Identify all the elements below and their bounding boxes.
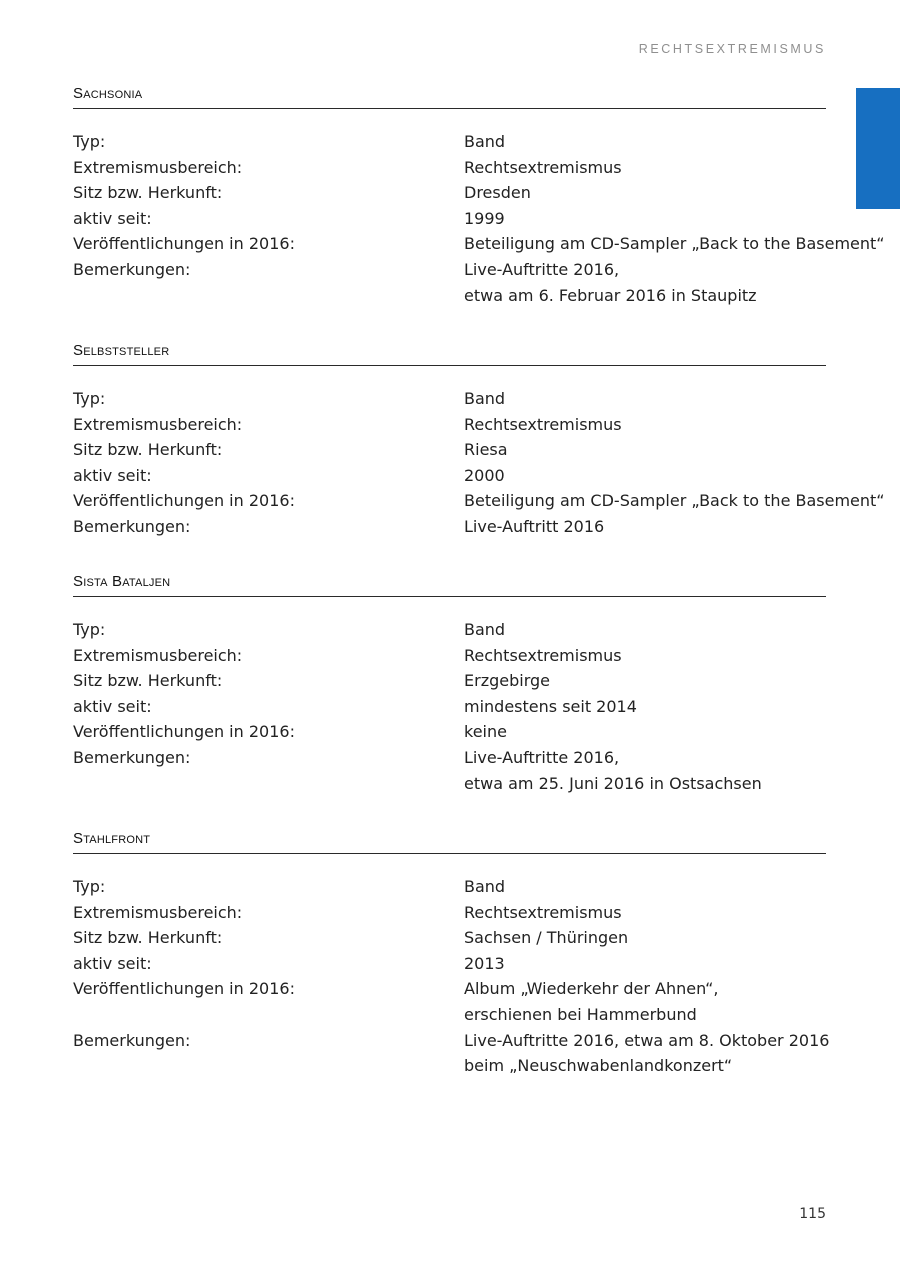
row-aktiv-seit: [73, 951, 826, 977]
chapter-side-tab: [856, 88, 900, 209]
value-veroeffentlichungen: [464, 719, 826, 745]
value-typ: Band: [464, 389, 506, 408]
value-line: Album „Wiederkehr der Ahnen“,: [464, 979, 719, 999]
label-extremismusbereich: Extremismusbereich:: [73, 902, 243, 922]
row-typ: [73, 386, 826, 412]
label-aktiv-seit: aktiv seit:: [73, 208, 152, 228]
row-veroeffentlichungen: [73, 976, 826, 1027]
row-bemerkungen: [73, 745, 826, 796]
value-sitz: Dresden: [464, 183, 531, 203]
value-line: Beteiligung am CD-Sampler „Back to the Basement“: [464, 491, 885, 511]
label-typ: Typ:: [73, 620, 106, 639]
label-sitz: Sitz bzw. Herkunft:: [73, 671, 223, 691]
value-line: Live-Auftritte 2016,: [464, 747, 620, 767]
value-aktiv-seit: 2000: [464, 465, 505, 485]
value-line: etwa am 25. Juni 2016 in Ostsachsen: [464, 773, 762, 793]
value-sitz: Erzgebirge: [464, 671, 550, 691]
row-veroeffentlichungen: [73, 231, 885, 257]
label-typ: Typ:: [73, 877, 106, 896]
row-typ: [73, 617, 826, 643]
band-details: [73, 617, 826, 796]
band-details: [73, 129, 885, 308]
row-typ: [73, 874, 826, 900]
value-bemerkungen: [464, 745, 826, 796]
band-entry-sista-bataljen: [73, 572, 826, 796]
value-bemerkungen: [464, 1028, 829, 1079]
row-extremismusbereich: [73, 412, 826, 438]
value-extremismusbereich: Rechtsextremismus: [464, 157, 622, 177]
page-number: 115: [799, 1206, 826, 1222]
label-bemerkungen: Bemerkungen:: [73, 1030, 191, 1050]
band-title: Stahlfront: [73, 829, 826, 854]
row-typ: [73, 129, 826, 155]
band-details: [73, 874, 830, 1079]
label-extremismusbereich: Extremismusbereich:: [73, 414, 243, 434]
band-title: Sachsonia: [73, 84, 826, 109]
value-line: Live-Auftritt 2016: [464, 516, 605, 536]
band-entry-selbststeller: [73, 341, 885, 540]
row-extremismusbereich: [73, 643, 826, 669]
value-aktiv-seit: mindestens seit 2014: [464, 696, 637, 716]
label-veroeffentlichungen: Veröffentlichungen in 2016:: [73, 722, 295, 742]
label-veroeffentlichungen: Veröffentlichungen in 2016:: [73, 234, 295, 254]
value-extremismusbereich: Rechtsextremismus: [464, 902, 622, 922]
band-entry-sachsonia: [73, 84, 885, 308]
value-aktiv-seit: 1999: [464, 208, 505, 228]
band-title: Selbststeller: [73, 341, 826, 366]
row-aktiv-seit: [73, 694, 826, 720]
row-veroeffentlichungen: [73, 488, 885, 514]
label-aktiv-seit: aktiv seit:: [73, 696, 152, 716]
value-extremismusbereich: Rechtsextremismus: [464, 414, 622, 434]
value-typ: Band: [464, 620, 506, 639]
row-sitz: [73, 180, 826, 206]
value-bemerkungen: [464, 257, 826, 308]
row-bemerkungen: [73, 257, 826, 308]
row-bemerkungen: [73, 514, 826, 540]
value-veroeffentlichungen: [464, 488, 885, 514]
value-veroeffentlichungen: [464, 976, 826, 1027]
value-line: keine: [464, 722, 507, 742]
row-veroeffentlichungen: [73, 719, 826, 745]
label-sitz: Sitz bzw. Herkunft:: [73, 440, 223, 460]
value-line: beim „Neuschwabenlandkonzert“: [464, 1056, 733, 1076]
row-sitz: [73, 437, 826, 463]
value-sitz: Sachsen / Thüringen: [464, 928, 629, 948]
label-bemerkungen: Bemerkungen:: [73, 259, 191, 279]
value-aktiv-seit: 2013: [464, 953, 505, 973]
band-details: [73, 386, 885, 540]
row-extremismusbereich: [73, 155, 826, 181]
value-veroeffentlichungen: [464, 231, 885, 257]
label-bemerkungen: Bemerkungen:: [73, 747, 191, 767]
label-extremismusbereich: Extremismusbereich:: [73, 157, 243, 177]
label-sitz: Sitz bzw. Herkunft:: [73, 183, 223, 203]
value-line: erschienen bei Hammerbund: [464, 1004, 697, 1024]
value-typ: Band: [464, 132, 506, 151]
label-aktiv-seit: aktiv seit:: [73, 465, 152, 485]
value-sitz: Riesa: [464, 440, 508, 460]
value-line: Beteiligung am CD-Sampler „Back to the Basement“: [464, 234, 885, 254]
label-veroeffentlichungen: Veröffentlichungen in 2016:: [73, 491, 295, 511]
label-aktiv-seit: aktiv seit:: [73, 953, 152, 973]
row-aktiv-seit: [73, 463, 826, 489]
row-bemerkungen: [73, 1028, 830, 1079]
label-extremismusbereich: Extremismusbereich:: [73, 645, 243, 665]
label-typ: Typ:: [73, 132, 106, 151]
row-extremismusbereich: [73, 900, 826, 926]
value-line: Live-Auftritte 2016, etwa am 8. Oktober 2016: [464, 1030, 830, 1050]
row-sitz: [73, 925, 826, 951]
band-title: Sista Bataljen: [73, 572, 826, 597]
label-veroeffentlichungen: Veröffentlichungen in 2016:: [73, 979, 295, 999]
label-typ: Typ:: [73, 389, 106, 408]
running-head: RECHTSEXTREMISMUS: [638, 42, 826, 56]
label-sitz: Sitz bzw. Herkunft:: [73, 928, 223, 948]
value-extremismusbereich: Rechtsextremismus: [464, 645, 622, 665]
label-bemerkungen: Bemerkungen:: [73, 516, 191, 536]
value-bemerkungen: [464, 514, 826, 540]
value-typ: Band: [464, 877, 506, 896]
band-entry-stahlfront: [73, 829, 830, 1079]
row-aktiv-seit: [73, 206, 826, 232]
value-line: Live-Auftritte 2016,: [464, 259, 620, 279]
row-sitz: [73, 668, 826, 694]
value-line: etwa am 6. Februar 2016 in Staupitz: [464, 285, 757, 305]
